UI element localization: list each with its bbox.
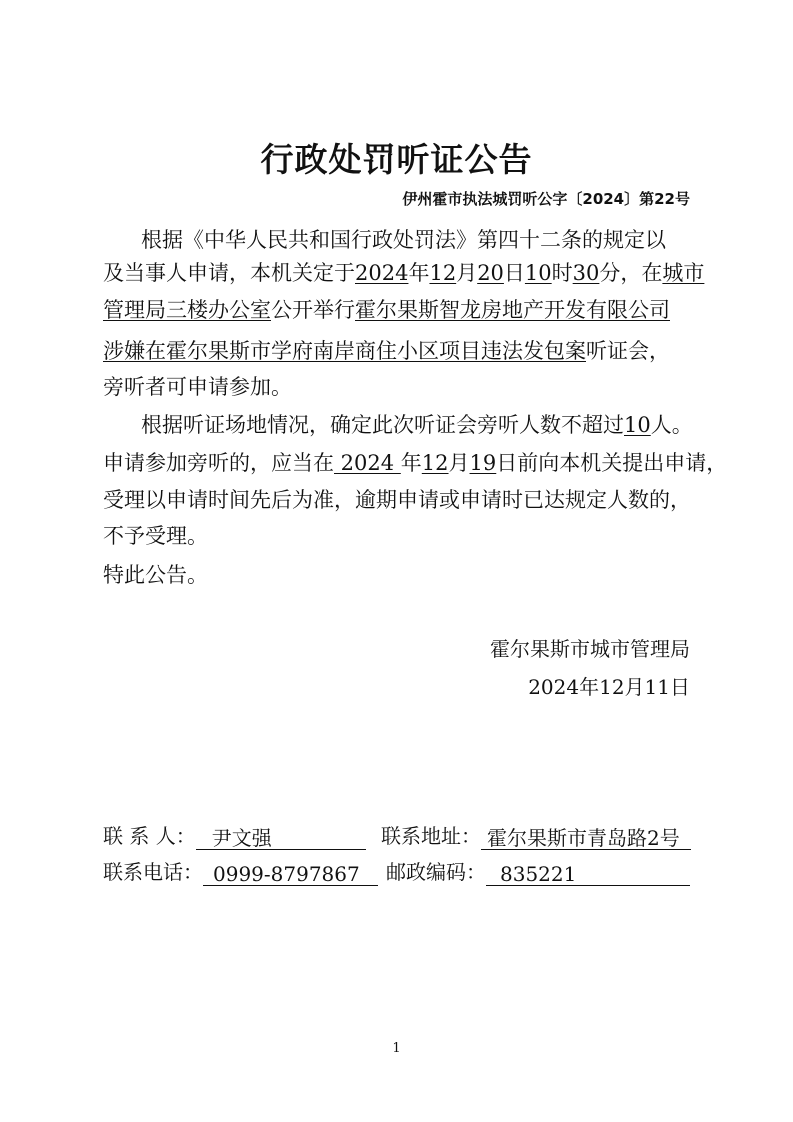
- issue-date: 2024年12月11日: [528, 675, 690, 699]
- contact-postcode-row: [386, 858, 690, 886]
- hearing-day: 20: [477, 261, 504, 285]
- para1-line5: [103, 373, 292, 401]
- issuing-organization: 霍尔果斯市城市管理局: [490, 637, 690, 661]
- contact-person-value: 尹文强: [196, 824, 366, 850]
- page-number: 1: [392, 1041, 401, 1056]
- para1-line4: [103, 337, 670, 365]
- para2-line2: [103, 449, 727, 477]
- contact-person-label: 联 系 人：: [103, 824, 196, 848]
- closing-line: [103, 561, 208, 589]
- hearing-place: 管理局三楼办公室: [103, 298, 271, 322]
- deadline-day: 19: [469, 451, 497, 475]
- text: 日前向本机关提出申请，: [496, 451, 728, 475]
- para1-line3: [103, 296, 670, 324]
- hearing-minute: 30: [572, 261, 600, 285]
- text: 年: [408, 261, 430, 285]
- deadline-month: 12: [421, 451, 449, 475]
- text: 日: [503, 261, 525, 285]
- closing-text: 特此公告。: [103, 563, 208, 587]
- text: 不予受理。: [103, 524, 208, 548]
- text: 月: [456, 261, 478, 285]
- text: 听证会，: [586, 339, 670, 363]
- contact-address-row: [381, 822, 691, 850]
- attendee-limit: 10: [624, 413, 651, 437]
- text: 月: [448, 451, 470, 475]
- text: 人。: [650, 413, 693, 437]
- deadline-year: 2024: [334, 451, 401, 475]
- contact-phone-value: 0999-8797867: [203, 860, 378, 886]
- hearing-year: 2024: [355, 261, 409, 285]
- contact-phone-label: 联系电话：: [103, 860, 203, 884]
- para2-line1: [141, 411, 693, 439]
- contact-person-row: [103, 822, 366, 850]
- contact-phone-row: [103, 858, 378, 886]
- hearing-place: 城市: [662, 261, 705, 285]
- contact-address-value: 霍尔果斯市青岛路2号: [481, 824, 691, 850]
- para1-line1: [141, 226, 666, 254]
- document-number: 伊州霍市执法城罚听公字〔2024〕第22号: [402, 190, 690, 208]
- text: 旁听者可申请参加。: [103, 375, 292, 399]
- text: 及当事人申请，本机关定于: [103, 261, 355, 285]
- text: 公开举行: [271, 298, 355, 322]
- contact-postcode-label: 邮政编码：: [386, 860, 486, 884]
- text: 年: [400, 451, 422, 475]
- text: 根据听证场地情况，确定此次听证会旁听人数不超过: [141, 413, 624, 437]
- para2-line3: [103, 486, 691, 514]
- document-title: 行政处罚听证公告: [260, 140, 533, 179]
- para1-line2: [103, 259, 704, 287]
- hearing-hour: 10: [524, 261, 552, 285]
- text: 分，在: [599, 261, 663, 285]
- contact-postcode-value: 835221: [486, 860, 690, 886]
- text: 根据《中华人民共和国行政处罚法》第四十二条的规定以: [141, 228, 666, 252]
- para2-line4: [103, 522, 208, 550]
- contact-address-label: 联系地址：: [381, 824, 481, 848]
- case-name: 涉嫌在霍尔果斯市学府南岸商住小区项目违法发包案: [103, 339, 586, 363]
- hearing-month: 12: [429, 261, 457, 285]
- text: 时: [551, 261, 573, 285]
- text: 受理以申请时间先后为准，逾期申请或申请时已达规定人数的，: [103, 488, 691, 512]
- party-name: 霍尔果斯智龙房地产开发有限公司: [355, 298, 670, 322]
- text: 申请参加旁听的，应当在: [103, 451, 334, 475]
